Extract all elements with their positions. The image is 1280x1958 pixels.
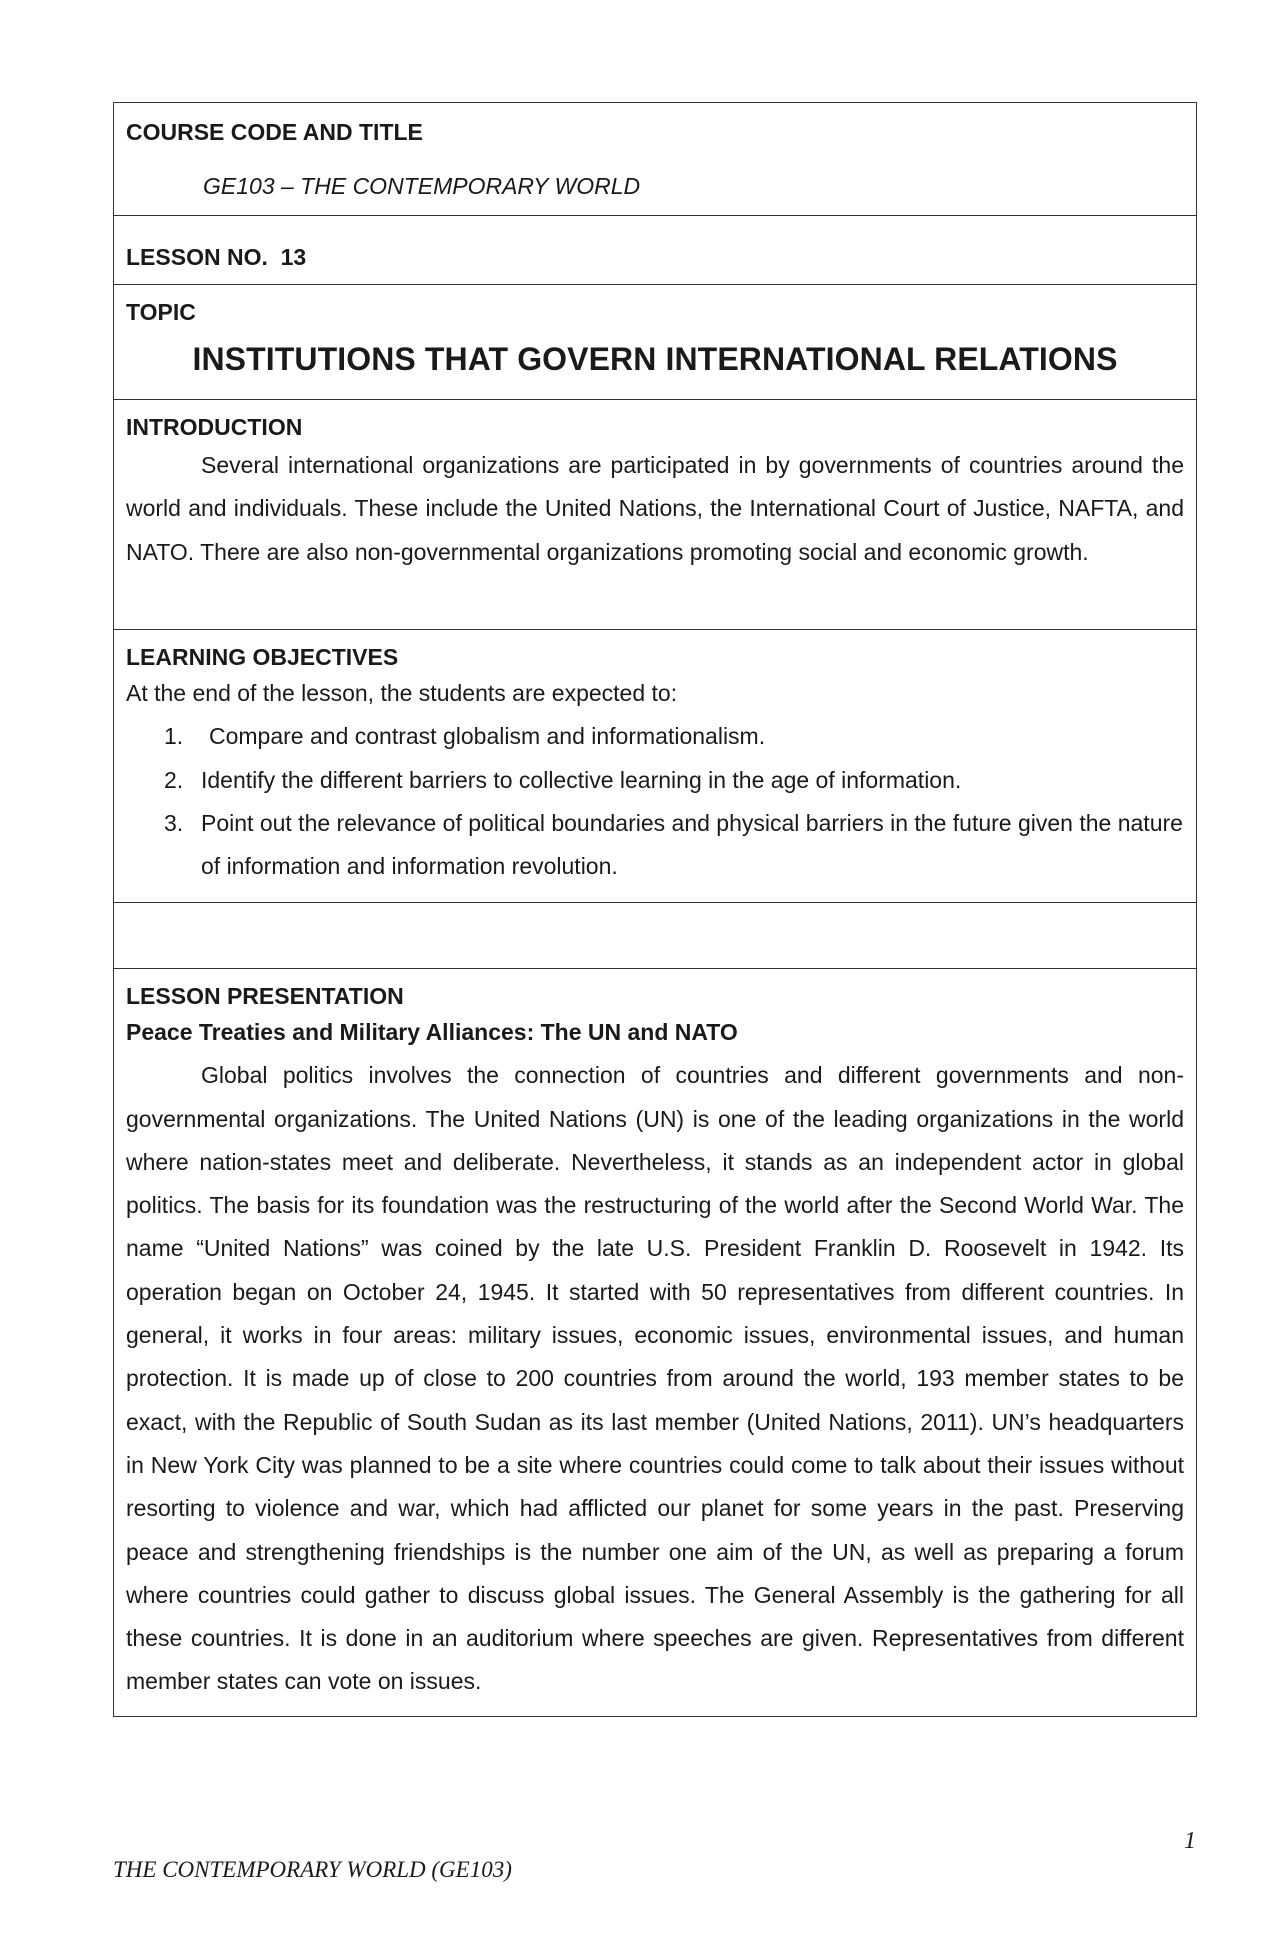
page-number: 1 bbox=[1184, 1828, 1196, 1854]
lesson-number: LESSON NO. 13 bbox=[126, 244, 307, 270]
topic-label: TOPIC bbox=[126, 299, 196, 325]
objectives-label: LEARNING OBJECTIVES bbox=[126, 644, 399, 670]
objectives-intro: At the end of the lesson, the students are expected to: bbox=[126, 680, 678, 706]
lesson-table bbox=[113, 102, 1197, 1717]
course-section bbox=[114, 103, 1196, 216]
course-title: GE103 – THE CONTEMPORARY WORLD bbox=[203, 173, 641, 199]
objective-item bbox=[126, 802, 1184, 889]
objective-text: Identify the different barriers to collective learning in the age of information. bbox=[201, 766, 962, 793]
presentation-label: LESSON PRESENTATION bbox=[126, 983, 404, 1009]
objective-text: Point out the relevance of political boundaries and physical barriers in the future given the nature of information and information revolution. bbox=[201, 809, 1183, 880]
introduction-text: Several international organizations are participated in by governments of countries around the world and individuals. These include the United Nations, the International Court of Justice, NAFTA, and NATO. There are also non-governmental organizations promoting social and economic growth. bbox=[126, 452, 1184, 565]
objective-item bbox=[126, 759, 1184, 802]
empty-row bbox=[114, 903, 1196, 969]
footer-title: THE CONTEMPORARY WORLD (GE103) bbox=[113, 1857, 512, 1882]
objective-item bbox=[126, 715, 1184, 758]
objective-number: 1. bbox=[164, 723, 184, 750]
lesson-section bbox=[114, 216, 1196, 285]
objective-text: Compare and contrast globalism and informationalism. bbox=[209, 723, 766, 750]
introduction-label: INTRODUCTION bbox=[126, 414, 303, 440]
objectives-section bbox=[114, 630, 1196, 903]
topic-title: INSTITUTIONS THAT GOVERN INTERNATIONAL RELATIONS bbox=[192, 341, 1118, 377]
topic-section bbox=[114, 285, 1196, 400]
presentation-subheading: Peace Treaties and Military Alliances: The UN and NATO bbox=[126, 1019, 738, 1045]
objective-number: 3. bbox=[164, 809, 184, 836]
objective-number: 2. bbox=[164, 766, 184, 793]
presentation-section bbox=[114, 969, 1196, 1716]
presentation-text: Global politics involves the connection of countries and different governments and non-governmental organizations. The United Nations (UN) is one of the leading organizations in the world where nation-states meet and deliberate. Nevertheless, it stands as an independent actor in global politics. The basis for its foundation was the restructuring of the world after the Second World War. The name “United Nations” was coined by the late U.S. President Franklin D. Roosevelt in 1942. Its operation began on October 24, 1945. It started with 50 representatives from different countries. In general, it works in four areas: military issues, economic issues, environmental issues, and human protection. It is made up of close to 200 countries from around the world, 193 member states to be exact, with the Republic of South Sudan as its last member (United Nations, 2011). UN’s headquarters in New York City was planned to be a site where countries could come to talk about their issues without resorting to violence and war, which had afflicted our planet for some years in the past. Preserving peace and strengthening friendships is the number one aim of the UN, as well as preparing a forum where countries could gather to discuss global issues. The General Assembly is the gathering for all these countries. It is done in an auditorium where speeches are given. Representatives from different member states can vote on issues. bbox=[126, 1062, 1184, 1695]
objectives-list bbox=[126, 715, 1184, 888]
introduction-section bbox=[114, 400, 1196, 630]
course-label: COURSE CODE AND TITLE bbox=[126, 119, 423, 145]
